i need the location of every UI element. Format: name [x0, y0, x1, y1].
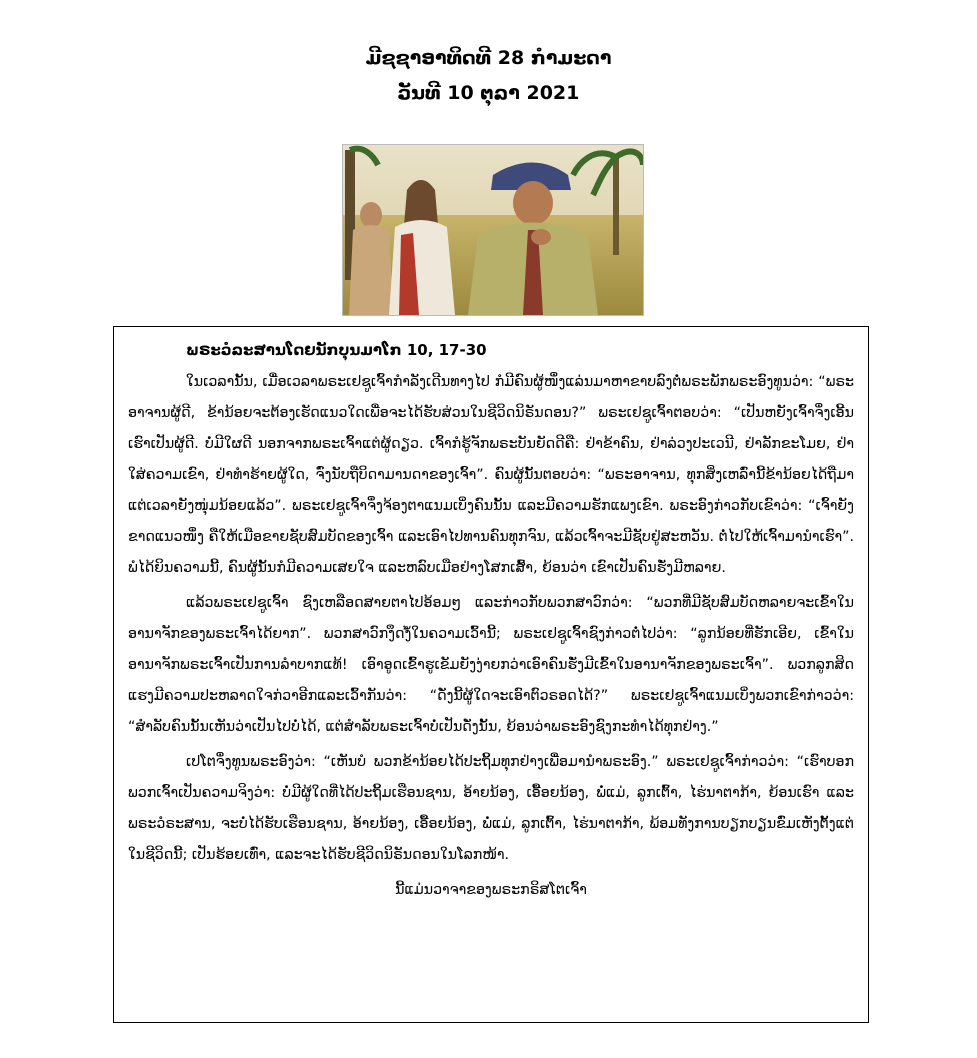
reading-paragraph-3: ເປໂຕຈຶ່ງທູນພຣະອົງວ່າ: “ເຫັນບໍ ພວກຂ້ານ້ອຍໄດ້ປະຖິ້ມທຸກຢ່າງເພື່ອມານຳພຣະອົງ.” ພຣະເຢຊູເຈົ້າກ່າວວ່າ: “ເຮົາບອກພວກເຈົ້າເປັນຄວາມຈິງວ່າ: ບໍ່ມີຜູ້ໃດທີ່ໄດ້ປະຖິ້ມເຮືອນຊານ, ອ້າຍນ້ອງ, ເອື້ອຍນ້ອງ, ພໍ່ແມ່, ລູກເຕົ້າ, ໄຮ່ນາຕາກ້າ, ຍ້ອນເຮົາ ແລະພຣະວໍຣະສານ, ຈະບໍ່ໄດ້ຮັບເຮືອນຊານ, ອ້າຍນ້ອງ, ເອື້ອຍນ້ອງ, ພໍ່ແມ່, ລູກເຕົ້າ, ໄຮ່ນາຕາກ້າ, ພ້ອມທັງການບຽກບຽນຂົ່ມເຫັງຕັ້ງແຕ່ໃນຊີວິດນີ້; ເປັນຮ້ອຍເທົ່າ, ແລະຈະໄດ້ຮັບຊີວິດນິຣັນດອນໃນໂລກໜ້າ. — [128, 754, 854, 863]
reading-paragraph-2: ແລ້ວພຣະເຢຊູເຈົ້າ ຊົງເຫລືອດສາຍຕາໄປອ້ອມໆ ແລະກ່າວກັບພວກສາວົກວ່າ: “ພວກທີ່ມີຊັບສົມບັດຫລາຍຈະເຂົ້າໃນອານາຈັກຂອງພຣະເຈົ້າໄດ້ຍາກ”. ພວກສາວົກງຶດງໍ້ໃນຄວາມເວົ້ານີ້; ພຣະເຢຊູເຈົ້າຊົງກ່າວຕໍ່ໄປວ່າ: “ລູກນ້ອຍທີ່ຮັກເອີຍ, ເຂົ້າໃນອານາຈັກພຣະເຈົ້າເປັນການລຳບາກແທ້! ເອົາອູດເຂົ້າຮູເຂັມຍັງງ່າຍກວ່າເອົາຄົນຮັ່ງມີເຂົ້າໃນອານາຈັກຂອງພຣະເຈົ້າ”. ພວກລູກສິດແຮງມີຄວາມປະຫລາດໃຈກ່ວາອີກແລະເວົ້າກັນວ່າ: “ດັ່ງນີ້ຜູ້ໃດຈະເອົາຕົວຣອດໄດ້?” ພຣະເຢຊູເຈົ້າແນມເບິ່ງພວກເຂົາກ່າວວ່າ: “ສຳລັບຄົນນັ້ນເຫັນວ່າເປັນໄປບໍ່ໄດ້, ແຕ່ສຳລັບພຣະເຈົ້າບໍ່ເປັນດັ່ງນັ້ນ, ຍ້ອນວ່າພຣະອົງຊົງກະທຳໄດ້ທຸກຢ່າງ.” — [128, 595, 854, 735]
page-title: ມີຊຊາອາທິດທີ 28 ກຳມະດາ — [365, 47, 612, 69]
reading-box — [113, 326, 869, 1023]
reading-closing: ນີ້ແມ່ນວາຈາຂອງພຣະກຣິສໂຕເຈົ້າ — [395, 882, 587, 898]
date-line: ວັນທີ 10 ຕຸລາ 2021 — [397, 82, 580, 104]
illustration-image — [342, 144, 644, 316]
reading-paragraph-1: ໃນເວລານັ້ນ, ເມື່ອເວລາພຣະເຢຊູເຈົ້າກຳລັງເດີນທາງໄປ ກໍມີຄົນຜູ້ໜຶ່ງແລ່ນມາຫາຂາບລົງຕໍ່ພຣະພັກພຣະອົງທູນວ່າ: “ພຣະອາຈານຜູ້ດີ, ຂ້ານ້ອຍຈະຕ້ອງເຮັດແນວໃດເພື່ອຈະໄດ້ຮັບສ່ວນໃນຊີວິດນິຣັນດອນ?” ພຣະເຢຊູເຈົ້າຕອບວ່າ: “ເປັນຫຍັງເຈົ້າຈຶ່ງເອີ້ນເຮົາເປັນຜູ້ດີ. ບໍ່ມີໃຜດີ ນອກຈາກພຣະເຈົ້າແຕ່ຜູ້ດຽວ. ເຈົ້າກໍຮູ້ຈັກພຣະບັນຍັດດີຄື: ຢ່າຂ້າຄົນ, ຢ່າລ່ວງປະເວນີ, ຢ່າລັກຂະໂມຍ, ຢ່າໃສ່ຄວາມເຂົາ, ຢ່າທຳຮ້າຍຜູ້ໃດ, ຈົ່ງນັບຖືບິດາມານດາຂອງເຈົ້າ”. ຄົນຜູ້ນັ້ນຕອບວ່າ: “ພຣະອາຈານ, ທຸກສິ່ງເຫລົ່ານີ້ຂ້ານ້ອຍໄດ້ຖືມາແຕ່ເວລາຍັງໜຸ່ມນ້ອຍແລ້ວ”. ພຣະເຢຊູເຈົ້າຈຶ່ງຈ້ອງຕາແນມເບິ່ງຄົນນັ້ນ ແລະມີຄວາມຮັກແພງເຂົາ. ພຣະອົງກ່າວກັບເຂົາວ່າ: “ເຈົ້າຍັງຂາດແນວໜຶ່ງ ຄືໃຫ້ເມືອຂາຍຊັບສົມບັດຂອງເຈົ້າ ແລະເອົາໄປທານຄົນທຸກຈົນ, ແລ້ວເຈົ້າຈະມີຊັບຢູ່ສະຫວັນ. ຕໍ່ໄປໃຫ້ເຈົ້າມານຳເຮົາ”. ພໍໄດ້ຍິນຄວາມນີ້, ຄົນຜູ້ນັ້ນກໍມີຄວາມເສຍໃຈ ແລະຫລົບເມືອຢ່າງໂສກເສົ້າ, ຍ້ອນວ່າ ເຂົາເປັນຄົນຮັ່ງມີຫລາຍ. — [128, 374, 854, 576]
reading-title: ພຣະວໍລະສານໂດຍນັກບຸນມາໂກ 10, 17-30 — [186, 341, 487, 359]
